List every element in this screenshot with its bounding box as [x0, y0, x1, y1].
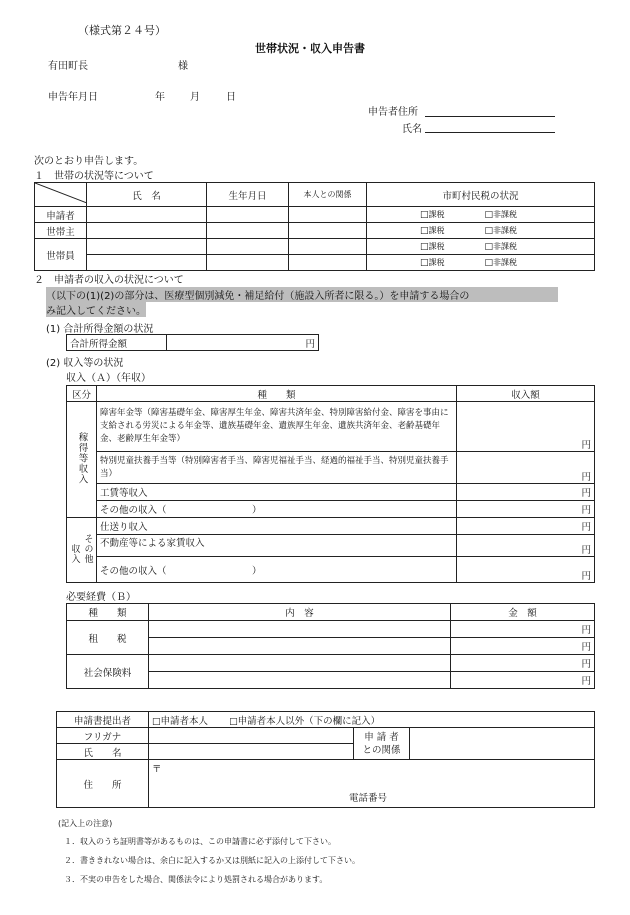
day-label: 日 — [226, 92, 236, 103]
not-taxed-label: 非課税 — [493, 258, 518, 267]
yen-unit: 円 — [581, 676, 591, 687]
tax-status-cell — [367, 255, 595, 271]
page-title: 世帯状況・収入申告書 — [255, 42, 365, 55]
honorific: 様 — [178, 61, 188, 72]
other-income2-row: その他の収入（ ） — [97, 557, 457, 583]
year-label: 年 — [155, 92, 165, 103]
other-class — [67, 518, 97, 583]
social-content-1[interactable] — [149, 655, 451, 672]
col-name: 氏 名 — [87, 183, 207, 207]
diagonal-line — [35, 183, 87, 203]
tax-status-cell — [367, 207, 595, 223]
applicant-address-label: 申告者住所 — [368, 107, 418, 118]
tax-row-label: 租 税 — [67, 621, 149, 655]
submitter-options — [149, 712, 595, 728]
expense-table — [66, 603, 595, 689]
col-tax-status: 市町村民税の状況 — [367, 183, 595, 207]
row-applicant: 申請者 — [35, 207, 87, 223]
wages-row: 工賃等収入 — [97, 484, 457, 501]
taxed-checkbox[interactable] — [420, 226, 429, 235]
total-income-label: 合計所得金額 — [67, 335, 167, 351]
name-field[interactable] — [149, 744, 354, 760]
not-taxed-label: 非課税 — [493, 210, 518, 219]
rent-row: 不動産等による家賃収入 — [97, 535, 457, 557]
yen-unit: 円 — [581, 625, 591, 636]
wages-amount[interactable] — [457, 484, 595, 501]
household-table — [34, 182, 595, 271]
member2-birth-cell[interactable] — [207, 255, 289, 271]
row-householder: 世帯主 — [35, 223, 87, 239]
member2-relation-cell[interactable] — [289, 255, 367, 271]
total-income-table — [66, 334, 319, 351]
address-label: 住 所 — [57, 760, 149, 808]
other-income-amount[interactable] — [457, 501, 595, 518]
rent-amount[interactable] — [457, 535, 595, 557]
exp-col-amount: 金 額 — [451, 604, 595, 621]
applicant-birth-cell[interactable] — [207, 207, 289, 223]
pension-amount[interactable] — [457, 402, 595, 452]
member2-name-cell[interactable] — [87, 255, 207, 271]
date-label: 申告年月日 — [48, 92, 98, 103]
yen-unit: 円 — [581, 571, 591, 582]
yen-unit: 円 — [581, 440, 591, 451]
relation-label-line1: 申 請 者 — [364, 731, 399, 743]
relation-label — [354, 728, 410, 760]
taxed-label: 課税 — [428, 210, 445, 219]
tax-status-cell — [367, 239, 595, 255]
expense-b-title: 必要経費（Ｂ） — [66, 592, 136, 603]
other-option-label: 申請者本人以外（下の欄に記入） — [237, 715, 381, 727]
allowance-row: 特別児童扶養手当等（特別障害者手当、障害児福祉手当、経過的福祉手当、特別児童扶養手当） — [97, 452, 457, 484]
submitter-table — [56, 711, 595, 808]
postal-mark: 〒 — [152, 764, 162, 775]
not-taxed-label: 非課税 — [493, 226, 518, 235]
member-birth-cell[interactable] — [207, 239, 289, 255]
yen-unit: 円 — [581, 472, 591, 483]
not-taxed-checkbox[interactable] — [485, 226, 494, 235]
taxed-checkbox[interactable] — [420, 242, 429, 251]
diagonal-header-cell — [35, 183, 87, 207]
yen-unit: 円 — [581, 488, 591, 499]
taxed-label: 課税 — [428, 258, 445, 267]
month-label: 月 — [190, 92, 200, 103]
addressee: 有田町長 — [48, 61, 88, 72]
householder-name-cell[interactable] — [87, 223, 207, 239]
householder-relation-cell[interactable] — [289, 223, 367, 239]
tax-amount-1[interactable] — [451, 621, 595, 638]
yen-unit: 円 — [581, 642, 591, 653]
income-table — [66, 385, 595, 583]
taxed-checkbox[interactable] — [420, 258, 429, 267]
furigana-label: フリガナ — [57, 728, 149, 744]
exp-col-type: 種 類 — [67, 604, 149, 621]
exp-col-content: 内 容 — [149, 604, 451, 621]
not-taxed-checkbox[interactable] — [485, 258, 494, 267]
name-label: 氏 名 — [57, 744, 149, 760]
relation-label-line2: との関係 — [362, 744, 401, 756]
applicant-address-line[interactable] — [425, 116, 555, 117]
col-type: 種 類 — [97, 386, 457, 402]
not-taxed-checkbox[interactable] — [485, 210, 494, 219]
income-a-title: 収入（Ａ）（年収） — [66, 373, 151, 384]
col-amount: 収入額 — [457, 386, 595, 402]
householder-birth-cell[interactable] — [207, 223, 289, 239]
applicant-name-line[interactable] — [425, 132, 555, 133]
tax-amount-2[interactable] — [451, 638, 595, 655]
social-amount-2[interactable] — [451, 672, 595, 689]
yen-unit: 円 — [581, 505, 591, 516]
member-relation-cell[interactable] — [289, 239, 367, 255]
sub1-title: (1) 合計所得金額の状況 — [46, 324, 154, 335]
other-class-label: その他 — [82, 533, 93, 564]
col-class: 区分 — [67, 386, 97, 402]
yen-unit: 円 — [581, 545, 591, 556]
taxed-label: 課税 — [428, 226, 445, 235]
not-taxed-checkbox[interactable] — [485, 242, 494, 251]
social-content-2[interactable] — [149, 672, 451, 689]
remittance-amount[interactable] — [457, 518, 595, 535]
member-name-cell[interactable] — [87, 239, 207, 255]
other-class-label-income: 収入 — [69, 543, 80, 564]
row-member: 世帯員 — [35, 239, 87, 271]
self-checkbox[interactable] — [152, 716, 161, 727]
not-taxed-label: 非課税 — [493, 242, 518, 251]
sub2-title: (2) 収入等の状況 — [46, 358, 124, 369]
earned-income-class — [67, 402, 97, 518]
relation-field[interactable] — [410, 728, 595, 760]
remittance-row: 仕送り収入 — [97, 518, 457, 535]
self-option-label: 申請者本人 — [160, 715, 209, 727]
note-item-1: １．収入のうち証明書等があるものは、この申請書に必ず添付して下さい。 — [64, 837, 336, 846]
allowance-amount[interactable] — [457, 452, 595, 484]
section1-title: １ 世帯の状況等について — [34, 171, 154, 182]
col-relation: 本人との関係 — [289, 183, 367, 207]
col-birthdate: 生年月日 — [207, 183, 289, 207]
note-item-3: ３．不実の申告をした場合、関係法令により処罰される場合があります。 — [64, 875, 328, 884]
intro-text: 次のとおり申告します。 — [34, 156, 144, 167]
submitter-label: 申請書提出者 — [57, 712, 149, 728]
other-income2-amount[interactable] — [457, 557, 595, 583]
address-field[interactable] — [149, 760, 595, 808]
taxed-checkbox[interactable] — [420, 210, 429, 219]
total-income-value[interactable] — [167, 335, 319, 351]
other-income-row: その他の収入（ ） — [97, 501, 457, 518]
taxed-label: 課税 — [428, 242, 445, 251]
form-number: （様式第２４号） — [78, 24, 166, 37]
note-line-2: み記入してください。 — [46, 302, 146, 317]
other-checkbox[interactable] — [229, 716, 238, 727]
furigana-field[interactable] — [149, 728, 354, 744]
note-item-2: ２．書ききれない場合は、余白に記入するか又は別紙に記入の上添付して下さい。 — [64, 856, 360, 865]
tax-status-cell — [367, 223, 595, 239]
yen-unit: 円 — [305, 338, 315, 350]
pension-row: 障害年金等（障害基礎年金、障害厚生年金、障害共済年金、特別障害給付金、障害を事由に支給される労災による年金等、遺族基礎年金、遺族厚生年金、遺族共済年金、老齢基礎年金、老齢厚生年金等） — [97, 402, 457, 452]
yen-unit: 円 — [581, 522, 591, 533]
tax-content-2[interactable] — [149, 638, 451, 655]
applicant-relation-cell[interactable] — [289, 207, 367, 223]
phone-label: 電話番号 — [349, 793, 388, 804]
tax-content-1[interactable] — [149, 621, 451, 638]
section2-title: ２ 申請者の収入の状況について — [34, 275, 184, 286]
notes-title: (記入上の注意) — [58, 819, 113, 828]
yen-unit: 円 — [581, 659, 591, 670]
earned-income-label: 稼得等収入 — [76, 431, 88, 485]
social-insurance-label: 社会保険料 — [67, 655, 149, 689]
social-amount-1[interactable] — [451, 655, 595, 672]
applicant-name-label: 氏名 — [402, 124, 422, 135]
applicant-name-cell[interactable] — [87, 207, 207, 223]
note-line-1: （以下の(1)(2)の部分は、医療型個別減免・補足給付（施設入所者に限る。）を申請する場合の — [46, 287, 558, 302]
